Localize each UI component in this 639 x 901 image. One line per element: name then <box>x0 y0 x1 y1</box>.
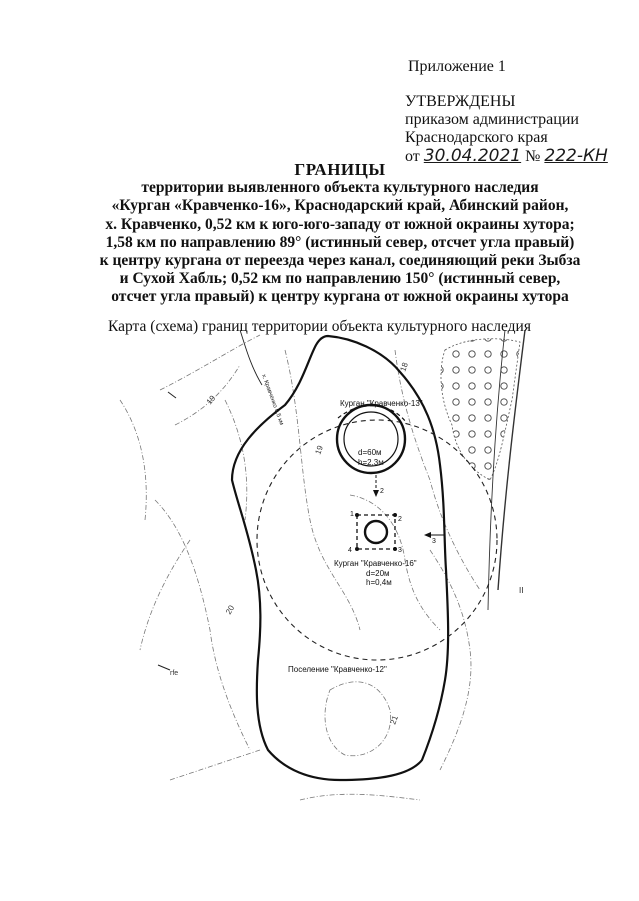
approved-region: Краснодарского края <box>405 129 548 146</box>
kurgan-13-label: Курган "Кравченко-13" <box>340 399 423 408</box>
arrow-3-label: 3 <box>432 538 436 545</box>
handwritten-number: 222-КН <box>544 146 608 166</box>
title-line: 1,58 км по направлению 89° (истинный север, отсчет угла правый) <box>105 233 575 251</box>
contour-19-label: 19 <box>313 444 325 456</box>
corner-point-2 <box>393 513 397 517</box>
settlement-label: Поселение "Кравченко-12" <box>288 665 387 674</box>
point-1-label: 1 <box>350 511 354 518</box>
title-line: х. Кравченко, 0,52 км к юго-юго-западу от южной окраины хутора; <box>105 215 575 233</box>
left-mark-label: rfe <box>170 670 179 677</box>
approval-block <box>405 93 614 166</box>
kurgan-13-height: h=2,3м <box>358 458 384 467</box>
handwritten-date: 30.04.2021 <box>423 146 522 166</box>
map-caption: Карта (схема) границ территории объекта культурного наследия <box>108 318 531 335</box>
tick-mark <box>168 392 176 398</box>
contour-18-label: 18 <box>398 361 410 373</box>
title-heading: ГРАНИЦЫ <box>294 160 386 179</box>
road-label: х. Кравченко 0,5 км <box>260 373 285 427</box>
corner-point-1 <box>355 513 359 517</box>
kurgan-16-diameter: d=20м <box>366 569 390 578</box>
contour-lines <box>120 335 480 800</box>
title-line: к центру кургана от переезда через канал, соединяющий реки Зыбза <box>99 252 581 270</box>
arrow-2-head <box>373 490 379 497</box>
point-2-label: 2 <box>398 516 402 523</box>
contour-20-label: 20 <box>223 603 237 616</box>
title-line: и Сухой Хабль; 0,52 км по направлению 150° (истинный север, <box>119 270 561 288</box>
title-line: территории выявленного объекта культурного наследия <box>141 179 539 197</box>
contour-19b-label: 19 <box>204 393 218 407</box>
contour-21-label: 21 <box>388 714 400 726</box>
approved-title: УТВЕРЖДЕНЫ <box>405 93 516 110</box>
dotted-forest-area <box>441 339 520 480</box>
approved-by: приказом администрации <box>405 111 579 128</box>
arrow-3-head <box>424 532 431 538</box>
kurgan-16-mound <box>365 521 387 543</box>
arrow-2-label: 2 <box>380 488 384 495</box>
number-prefix: № <box>525 148 541 165</box>
point-4-label: 4 <box>348 547 352 554</box>
date-prefix: от <box>405 148 420 165</box>
road-line <box>240 330 262 385</box>
tick-mark <box>158 665 170 670</box>
corner-point-3 <box>393 547 397 551</box>
document-title <box>60 161 620 307</box>
boundary-map <box>0 330 639 830</box>
point-3-label: 3 <box>398 547 402 554</box>
kurgan-13-diameter: d=60м <box>358 448 382 457</box>
roman-numeral-label: II <box>519 586 524 595</box>
kurgan-16-height: h=0,4м <box>366 578 392 587</box>
title-line: отсчет угла правый) к центру кургана от южной окраины хутора <box>111 288 569 306</box>
kurgan-16-label: Курган "Кравченко-16" <box>334 559 417 568</box>
corner-point-4 <box>355 547 359 551</box>
appendix-label: Приложение 1 <box>408 58 506 75</box>
title-line: «Курган «Кравченко-16», Краснодарский край, Абинский район, <box>111 197 569 215</box>
